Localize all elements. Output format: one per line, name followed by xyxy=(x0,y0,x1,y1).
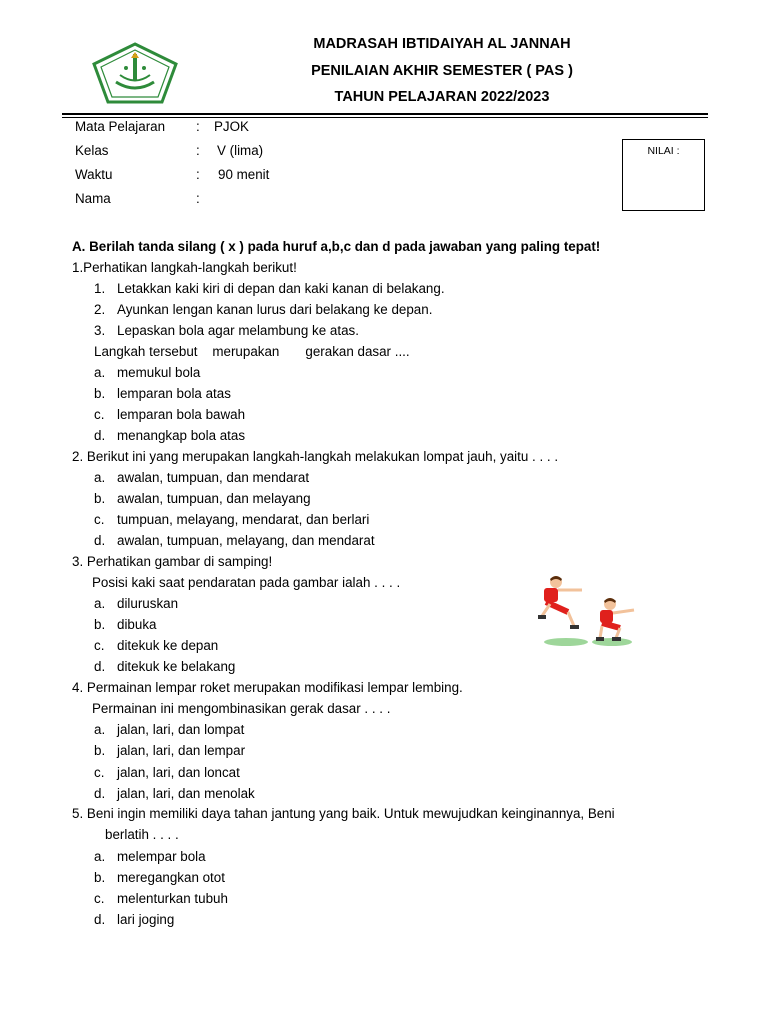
option-text: jalan, lari, dan lempar xyxy=(117,743,246,758)
option-text: lemparan bola atas xyxy=(117,386,231,401)
exam-title: PENILAIAN AKHIR SEMESTER ( PAS ) xyxy=(311,63,573,79)
option-letter[interactable]: b. xyxy=(94,617,106,632)
header-divider-thin xyxy=(62,117,708,118)
option-letter[interactable]: d. xyxy=(94,533,106,548)
q3-follow-up: Posisi kaki saat pendaratan pada gambar ialah . . . . xyxy=(92,575,401,590)
q1-step-text: Ayunkan lengan kanan lurus dari belakang ke depan. xyxy=(117,302,433,317)
option-text: dibuka xyxy=(117,617,157,632)
option-text: meregangkan otot xyxy=(117,870,225,885)
option-text: lari joging xyxy=(117,912,175,927)
colon: : xyxy=(196,191,200,206)
option-text: lemparan bola bawah xyxy=(117,407,246,422)
option-text: awalan, tumpuan, melayang, dan mendarat xyxy=(117,533,375,548)
q4-stem: 4. Permainan lempar roket merupakan modifikasi lempar lembing. xyxy=(72,680,463,695)
q2-stem: 2. Berikut ini yang merupakan langkah-langkah melakukan lompat jauh, yaitu . . . . xyxy=(72,449,559,464)
colon: : xyxy=(196,143,200,158)
header-divider xyxy=(62,113,708,115)
q1-step-text: Lepaskan bola agar melambung ke atas. xyxy=(117,323,359,338)
option-letter[interactable]: c. xyxy=(94,407,105,422)
score-box[interactable] xyxy=(622,139,705,211)
option-text: ditekuk ke depan xyxy=(117,638,219,653)
option-text: jalan, lari, dan loncat xyxy=(117,765,240,780)
option-letter[interactable]: a. xyxy=(94,722,106,737)
option-letter[interactable]: b. xyxy=(94,870,106,885)
school-logo xyxy=(92,42,178,104)
colon: : xyxy=(196,167,200,182)
option-text: awalan, tumpuan, dan melayang xyxy=(117,491,311,506)
option-letter[interactable]: a. xyxy=(94,849,106,864)
colon: : xyxy=(196,119,200,134)
option-text: jalan, lari, dan lompat xyxy=(117,722,245,737)
time-label: Waktu xyxy=(75,167,113,182)
name-label: Nama xyxy=(75,191,111,206)
option-text: menangkap bola atas xyxy=(117,428,246,443)
option-text: tumpuan, melayang, mendarat, dan berlari xyxy=(117,512,370,527)
q1-step-num: 1. xyxy=(94,281,106,296)
option-letter[interactable]: a. xyxy=(94,365,106,380)
option-letter[interactable]: d. xyxy=(94,786,106,801)
q1-stem: 1.Perhatikan langkah-langkah berikut! xyxy=(72,260,297,275)
option-letter[interactable]: a. xyxy=(94,470,106,485)
option-letter[interactable]: c. xyxy=(94,512,105,527)
option-text: melenturkan tubuh xyxy=(117,891,228,906)
q5-stem: 5. Beni ingin memiliki daya tahan jantung yang baik. Untuk mewujudkan keinginannya, Beni xyxy=(72,806,615,821)
option-letter[interactable]: b. xyxy=(94,386,106,401)
option-text: ditekuk ke belakang xyxy=(117,659,236,674)
option-letter[interactable]: d. xyxy=(94,428,106,443)
section-a-instruction: A. Berilah tanda silang ( x ) pada huruf a,b,c dan d pada jawaban yang paling tepat! xyxy=(72,239,601,254)
option-letter[interactable]: c. xyxy=(94,891,105,906)
score-label: NILAI : xyxy=(647,145,680,157)
q1-step-num: 3. xyxy=(94,323,106,338)
option-letter[interactable]: c. xyxy=(94,638,105,653)
option-text: diluruskan xyxy=(117,596,179,611)
option-text: melempar bola xyxy=(117,849,206,864)
q4-follow-up: Permainan ini mengombinasikan gerak dasar . . . . xyxy=(92,701,391,716)
class-value: V (lima) xyxy=(217,143,264,158)
class-label: Kelas xyxy=(75,143,109,158)
subject-label: Mata Pelajaran xyxy=(75,119,166,134)
option-text: memukul bola xyxy=(117,365,201,380)
subject-value: PJOK xyxy=(214,119,249,134)
option-letter[interactable]: d. xyxy=(94,912,106,927)
option-letter[interactable]: c. xyxy=(94,765,105,780)
q3-stem: 3. Perhatikan gambar di samping! xyxy=(72,554,273,569)
option-text: awalan, tumpuan, dan mendarat xyxy=(117,470,310,485)
q1-follow-up: Langkah tersebut merupakan gerakan dasar .... xyxy=(94,344,410,359)
long-jump-illustration xyxy=(530,570,645,650)
academic-year: TAHUN PELAJARAN 2022/2023 xyxy=(334,89,550,105)
option-letter[interactable]: a. xyxy=(94,596,106,611)
q1-step-num: 2. xyxy=(94,302,106,317)
q1-step-text: Letakkan kaki kiri di depan dan kaki kanan di belakang. xyxy=(117,281,445,296)
q5-stem-continued: berlatih . . . . xyxy=(105,827,179,842)
option-letter[interactable]: d. xyxy=(94,659,106,674)
option-text: jalan, lari, dan menolak xyxy=(117,786,255,801)
option-letter[interactable]: b. xyxy=(94,743,106,758)
school-name: MADRASAH IBTIDAIYAH AL JANNAH xyxy=(313,36,571,52)
option-letter[interactable]: b. xyxy=(94,491,106,506)
time-value: 90 menit xyxy=(218,167,270,182)
